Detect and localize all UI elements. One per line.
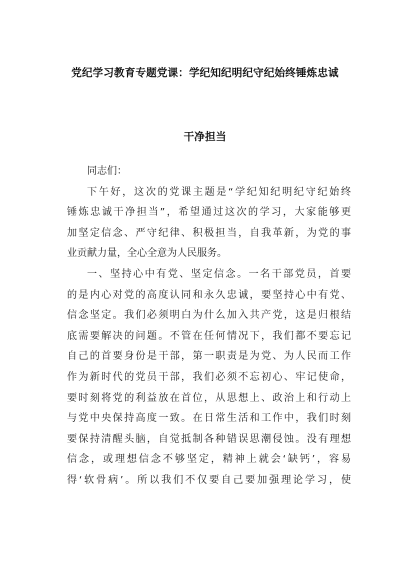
document-title-line2: 干净担当 (183, 131, 227, 143)
body-line: 与党中央保持高度一致。在日常生活和工作中，我们时刻 (67, 413, 351, 425)
body-line: 得‘软骨病’。所以我们不仅要自己要加强理论学习，使 (67, 474, 351, 486)
body-line: 业贡献力量，全心全意为人民服务。 (67, 248, 227, 260)
body-line: 作为新时代的党员干部，我们必须不忘初心、牢记使命， (67, 371, 351, 383)
body-line: 下午好，这次的党课主题是“学纪知纪明纪守纪始终 (87, 186, 351, 198)
body-line: 加坚定信念、严守纪律、积极担当，自我革新，为党的事 (67, 227, 351, 239)
body-line: 信念坚定。我们必须明白为什么加入共产党，这是归根结 (67, 310, 351, 322)
salutation-line: 同志们： (87, 166, 127, 177)
body-line: 一、坚持心中有党、坚定信念。一名干部党员，首要 (87, 268, 351, 280)
body-line: 底需要解决的问题。不管在任何情况下，我们都不要忘记 (67, 330, 351, 342)
body-line: 的是内心对党的高度认同和永久忠诚，要坚持心中有党、 (67, 289, 351, 301)
body-line: 锤炼忠诚干净担当”，希望通过这次的学习，大家能够更 (67, 207, 351, 219)
document-title-line1: 党纪学习教育专题党课：学纪知纪明纪守纪始终锤炼忠诚 (71, 67, 339, 79)
body-line: 要时刻将党的利益放在首位，从思想上、政治上和行动上 (67, 392, 351, 404)
body-line: 要保持清醒头脑，自觉抵制各种错误思潮侵蚀。没有理想 (67, 433, 351, 445)
document-body (67, 162, 351, 492)
body-line: 自己的首要身份是干部，第一职责是为党、为人民而工作 (67, 351, 351, 363)
body-line: 信念，或理想信念不够坚定，精神上就会‘缺钙’，容易 (67, 454, 351, 466)
